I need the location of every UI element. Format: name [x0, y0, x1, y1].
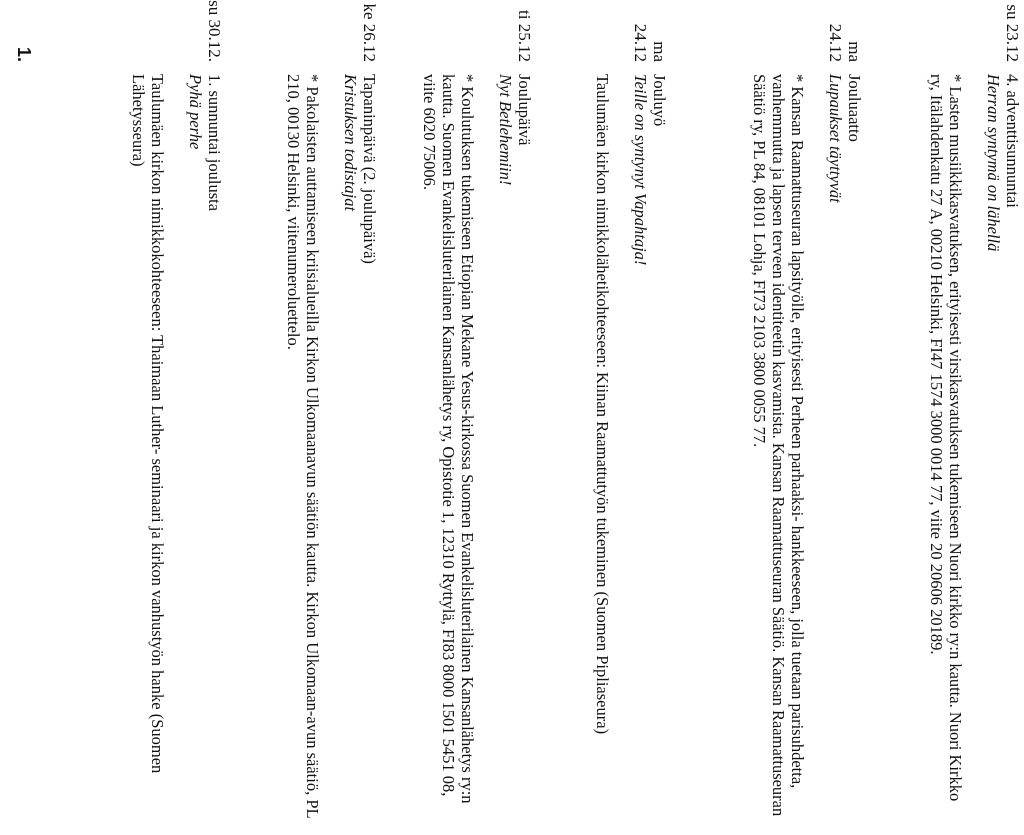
- entry-text: * Kansan Raamattuseuran lapsityölle, erityisesti Perheen parhaaksi- hankkeeseen, jolla tuetaan parisuhdetta, vanhemmutta ja lapsen terveen identiteetin kasvamista. Kansan Raamattuseuran Säätiö. Kansan Raamattuseuran Säätiö ry, PL 84, 08101 Lohja, FI73 2103 3800 0055 77.: [750, 74, 807, 817]
- entry-text: * Lasten musiikkikasvatuksen, erityisesti virsikasvatuksen tukemiseen Nuori kirkko ry:n kautta. Nuori Kirkko ry, Itälahdenkatu 27 A, 00210 Helsinki, FI47 1574 3000 0014 77, viite 20 20606 20189.: [927, 74, 965, 802]
- entry-text: Taulumäen kirkon nimikkokohteeseen: Thaimaan Luther- seminaari ja kirkon vanhustyön hanke (Suomen Lähetysseura): [129, 74, 167, 774]
- entry-title: Jouluaatto: [845, 74, 864, 142]
- entry-body: [927, 74, 1022, 819]
- entry-theme: Herran syntymä on lähellä: [984, 74, 1003, 252]
- entry-theme: Nyt Betlehemiin!: [496, 74, 515, 186]
- page-number: 1.: [14, 46, 34, 62]
- entry-text: * Pakolaisten auttamiseen kriisialueilla Kirkon Ulkomaanavun säätiön kautta. Kirkon Ulkomaan-avun säätiö, PL 210, 00130 Helsinki, viitenumeroluettelo.: [284, 74, 322, 818]
- entry-date: ma 24.12: [631, 23, 669, 62]
- entry-title: Jouluyö: [650, 74, 669, 127]
- entry-theme: Teille on syntynyt Vapahtaja!: [631, 74, 650, 266]
- entry-theme: Kristuksen todistajat: [341, 74, 360, 212]
- entry-body: [284, 74, 379, 819]
- entry-text: Taulumäen kirkon nimikkolähetikohteeseen: Kiinan Raamattutyön tukeminen (Suomen Pipliaseura): [593, 74, 612, 735]
- entry-text: * Koulutuksen tukemiseen Etiopian Mekane Yesus-kirkossa Suomen Evankelisluterilainen Kansanlähetys ry:n kautta. Suomen Evankelisluterilainen Kansanlähetys ry, Opistotie 1, 12310 Ryttylä, FI83 8000 1501 5451 08, viite 6020 75006.: [420, 74, 477, 804]
- entry-body: [750, 74, 864, 819]
- entry-date: su 30.12.: [205, 0, 224, 62]
- entry-date: su 23.12: [1003, 4, 1022, 62]
- entry-title: 4. adventtisunnuntai: [1003, 74, 1022, 208]
- entry-body: [420, 74, 534, 819]
- entry-body: [593, 74, 669, 819]
- entry-date: ti 25.12: [515, 10, 534, 62]
- entry-body: [129, 74, 224, 819]
- entry-theme: Lupaukset täyttyvät: [826, 74, 845, 203]
- entry-date: ma 24.12: [826, 23, 864, 62]
- entry-title: Joulupäivä: [515, 74, 534, 146]
- entry-title: Tapaninpäivä (2. joulupäivä): [360, 74, 379, 264]
- entry-title: 1. sunnuntai joulusta: [205, 74, 224, 212]
- entry-theme: Pyhä perhe: [186, 74, 205, 150]
- entry-date: ke 26.12: [360, 3, 379, 62]
